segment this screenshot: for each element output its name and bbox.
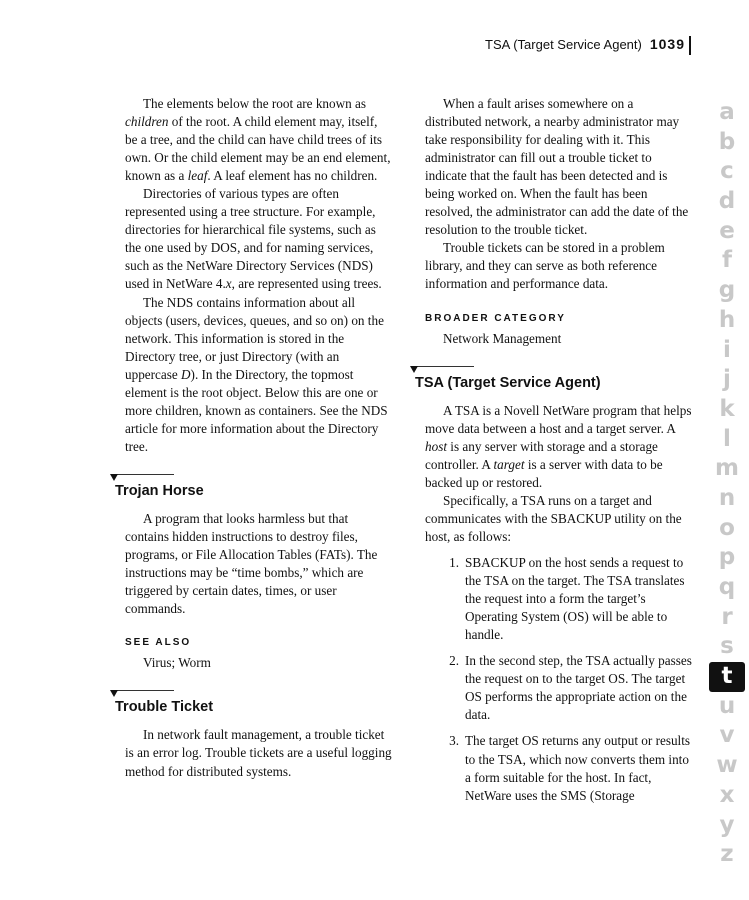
thumb-tab-r: r: [721, 603, 733, 630]
list-item: [425, 554, 693, 644]
entry-body: A program that looks harmless but that contains hidden instructions to destroy files, programs, or File Allocation Tables (FATs). The instructions may be “time bombs,” which are triggered by certain dates, times, or user commands.: [125, 510, 378, 617]
step-number: 1.: [449, 555, 459, 571]
entry-heading: TSA (Target Service Agent): [415, 374, 601, 391]
continuation-paragraph: When a fault arises somewhere on a distributed network, a nearby administrator may take responsibility for dealing with it. This administrator can fill out a trouble ticket to indicate that the fault has been detected and is being worked on. When the fault has been resolved, the administrator can add the date of the resolution to the trouble ticket.: [425, 96, 689, 238]
running-header: [485, 36, 691, 55]
step-text: SBACKUP on the host sends a request to the TSA on the target. The TSA translates the request into a form the target’s Operating System (OS) will be able to handle.: [465, 555, 685, 643]
right-column: [415, 95, 693, 813]
thumb-tab-n: n: [718, 484, 736, 511]
step-text: In the second step, the TSA actually passes the request on to the target OS. The target OS performs the appropriate action on the data.: [465, 653, 692, 723]
thumb-tab-p: p: [718, 544, 736, 571]
thumb-tab-y: y: [719, 811, 735, 838]
thumb-tab-f: f: [721, 247, 732, 274]
entry-tsa: [415, 366, 693, 805]
thumb-tab-m: m: [715, 455, 739, 482]
continuation-paragraph: Trouble tickets can be stored in a problem library, and they can serve as both reference information and performance data.: [425, 240, 665, 292]
body-paragraph: Specifically, a TSA runs on a target and communicates with the SBACKUP utility on the host, as follows:: [425, 492, 682, 544]
see-also-label: SEE ALSO: [125, 637, 192, 649]
broader-category-value: Network Management: [443, 330, 562, 346]
body-paragraph: A TSA is a Novell NetWare program that helps move data between a host and a target server. A host is any server with storage and a storage controller. A target is a server with data to be backed up or restored.: [425, 402, 692, 490]
left-intro-text: [125, 95, 393, 456]
thumb-tab-o: o: [719, 514, 735, 541]
thumb-tab-l: l: [723, 425, 731, 452]
body-paragraph: The elements below the root are known as children of the root. A child element may, itself, be a tree, and the child can have child trees of its own. Or the child element may be an end element, known as a leaf. A leaf element has no children.: [125, 96, 391, 184]
tsa-steps-list: [425, 554, 693, 805]
step-number: 2.: [449, 653, 459, 669]
thumb-tab-x: x: [719, 781, 735, 808]
thumb-tab-s: s: [720, 633, 734, 660]
thumb-tab-j: j: [723, 366, 731, 393]
body-paragraph: Directories of various types are often represented using a tree structure. For example, directories for hierarchical file systems, such as the one used by DOS, and for naming services, such as the NetWare Directory Services (NDS) used in NetWare 4.x, are represented using trees.: [125, 186, 382, 292]
entry-heading: Trojan Horse: [115, 482, 204, 499]
step-number: 3.: [449, 733, 459, 749]
running-header-title: TSA (Target Service Agent): [485, 37, 642, 52]
thumb-tab-t: t: [709, 662, 745, 692]
entry-marker-triangle-icon: [112, 474, 174, 481]
entry-body: In network fault management, a trouble ticket is an error log. Trouble tickets are a useful logging method for distributed systems.: [125, 727, 392, 779]
thumb-tab-z: z: [720, 841, 734, 868]
left-column: [115, 95, 393, 781]
thumb-tab-v: v: [719, 722, 735, 749]
thumb-tab-k: k: [719, 395, 735, 422]
thumb-tab-h: h: [718, 306, 736, 333]
thumb-tab-c: c: [720, 158, 734, 185]
thumb-tab-a: a: [719, 99, 735, 125]
step-text: The target OS returns any output or results to the TSA, which now converts them into a form suitable for the host. In fact, NetWare uses the SMS (Storage: [465, 733, 690, 803]
page-number: 1039: [650, 36, 691, 55]
thumb-tab-b: b: [718, 128, 736, 155]
thumb-tab-g: g: [718, 277, 736, 304]
tsa-body-text: [425, 402, 693, 546]
list-item: [425, 732, 693, 804]
thumb-tab-w: w: [716, 752, 738, 779]
alphabet-thumb-index: [709, 98, 745, 870]
list-item: [425, 652, 693, 724]
see-also-links: Virus; Worm: [143, 655, 211, 671]
thumb-tab-e: e: [719, 217, 735, 244]
thumb-tab-d: d: [718, 188, 736, 215]
entry-heading: Trouble Ticket: [115, 699, 214, 716]
body-paragraph: The NDS contains information about all objects (users, devices, queues, and so on) on the network. This information is stored in the Directory tree, or just Directory (with an uppercase D). In the Directory, the topmost element is the root object. Below this are one or more children, known as containers. See the NDS article for more information about the Directory tree.: [125, 294, 388, 454]
entry-trouble-ticket: [115, 690, 393, 780]
thumb-tab-u: u: [718, 692, 736, 719]
entry-trojan-horse: [115, 474, 393, 672]
entry-marker-triangle-icon: [112, 690, 174, 697]
entry-marker-triangle-icon: [412, 366, 474, 373]
thumb-tab-q: q: [718, 574, 736, 600]
broader-category-label: BROADER CATEGORY: [425, 312, 566, 324]
thumb-tab-i: i: [723, 336, 731, 363]
